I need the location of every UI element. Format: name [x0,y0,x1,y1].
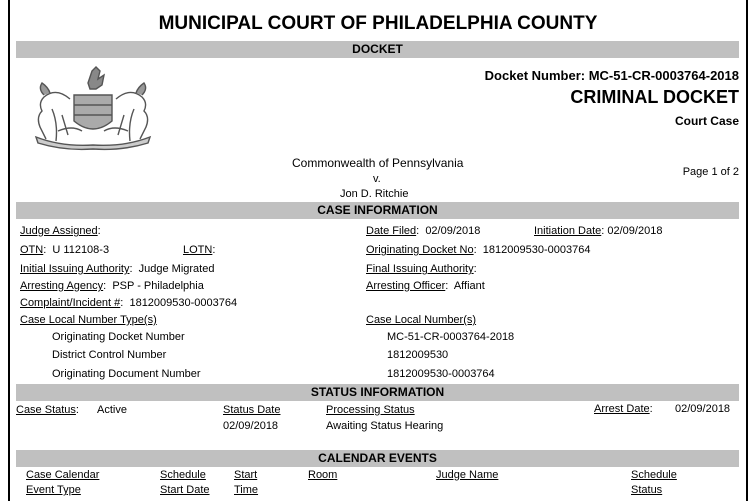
local-number-value: 1812009530 [387,349,449,361]
caption-defendant: Jon D. Ritchie [340,188,409,200]
docket-band: DOCKET [16,41,739,58]
arresting-agency-value: PSP - Philadelphia [112,280,204,292]
col-status: Status [631,484,663,496]
lotn-field: LOTN: [183,244,216,256]
col-start: Start [234,469,258,481]
docket-type: CRIMINAL DOCKET [570,87,739,107]
calendar-events-band: CALENDAR EVENTS [16,450,739,467]
initiation-date-field: Initiation Date: 02/09/2018 [534,225,663,237]
status-date-value: 02/09/2018 [223,420,279,432]
processing-status-label: Processing Status [326,404,415,416]
arresting-officer-label: Arresting Officer [366,280,446,292]
complaint-label: Complaint/Incident # [20,297,121,309]
col-room: Room [308,469,338,481]
local-number-type: Originating Docket Number [52,331,185,343]
local-number-type: Originating Document Number [52,368,201,380]
col-time: Time [234,484,259,496]
lotn-label: LOTN [183,244,213,256]
court-title: MUNICIPAL COURT OF PHILADELPHIA COUNTY [158,13,598,34]
local-type-header: Case Local Number Type(s) [20,314,157,326]
otn-label: OTN [20,244,44,256]
local-number-value: MC-51-CR-0003764-2018 [387,331,515,343]
col-schedule: Schedule [160,469,206,481]
initiation-date-label: Initiation Date [534,225,602,237]
judge-assigned-label: Judge Assigned [20,225,98,237]
case-status-field: Case Status: [16,404,79,416]
case-status-label: Case Status [16,404,76,416]
local-number-type: District Control Number [52,349,167,361]
initial-authority-value: Judge Migrated [138,263,215,275]
initial-authority-label: Initial Issuing Authority [20,263,130,275]
originating-docket-label: Originating Docket No [366,244,474,256]
local-number-value: 1812009530-0003764 [387,368,495,380]
col-start-date: Start Date [160,484,210,496]
processing-status-value: Awaiting Status Hearing [326,420,444,432]
local-number-header: Case Local Number(s) [366,314,477,326]
arresting-agency-field: Arresting Agency: PSP - Philadelphia [20,280,204,292]
judge-assigned-field: Judge Assigned: [20,225,101,237]
date-filed-value: 02/09/2018 [425,225,481,237]
arresting-agency-label: Arresting Agency [20,280,104,292]
arrest-date-value: 02/09/2018 [675,403,731,415]
status-information-band: STATUS INFORMATION [16,384,739,401]
arresting-officer-value: Affiant [453,280,485,292]
date-filed-field: Date Filed: 02/09/2018 [366,225,481,237]
originating-docket-value: 1812009530-0003764 [482,244,591,256]
col-case-calendar: Case Calendar [26,469,100,481]
complaint-value: 1812009530-0003764 [129,297,238,309]
col-schedule-status: Schedule [631,469,677,481]
caption-v: v. [373,173,381,185]
caption-plaintiff: Commonwealth of Pennsylvania [292,156,464,170]
initiation-date-value: 02/09/2018 [607,225,663,237]
case-status-value: Active [97,404,127,416]
initial-authority-field: Initial Issuing Authority: Judge Migrated [20,263,215,275]
status-date-label: Status Date [223,404,281,416]
docket-number: Docket Number: MC-51-CR-0003764-2018 [484,68,739,83]
arresting-officer-field: Arresting Officer: Affiant [366,280,485,292]
final-authority-field: Final Issuing Authority: [366,263,477,275]
otn-value: U 112108-3 [52,244,110,256]
final-authority-label: Final Issuing Authority [366,263,474,275]
otn-field: OTN: U 112108-3 [20,244,110,256]
case-information-band: CASE INFORMATION [16,202,739,219]
originating-docket-field: Originating Docket No: 1812009530-0003764 [366,244,591,256]
arrest-date-field: Arrest Date: [594,403,653,415]
page-info: Page 1 of 2 [682,166,739,178]
arrest-date-label: Arrest Date [594,403,650,415]
case-kind: Court Case [674,114,739,128]
complaint-field: Complaint/Incident #: 1812009530-0003764 [20,297,238,309]
col-event-type: Event Type [26,484,81,496]
col-judge-name: Judge Name [436,469,499,481]
seal-icon [22,65,164,151]
date-filed-label: Date Filed [366,225,417,237]
